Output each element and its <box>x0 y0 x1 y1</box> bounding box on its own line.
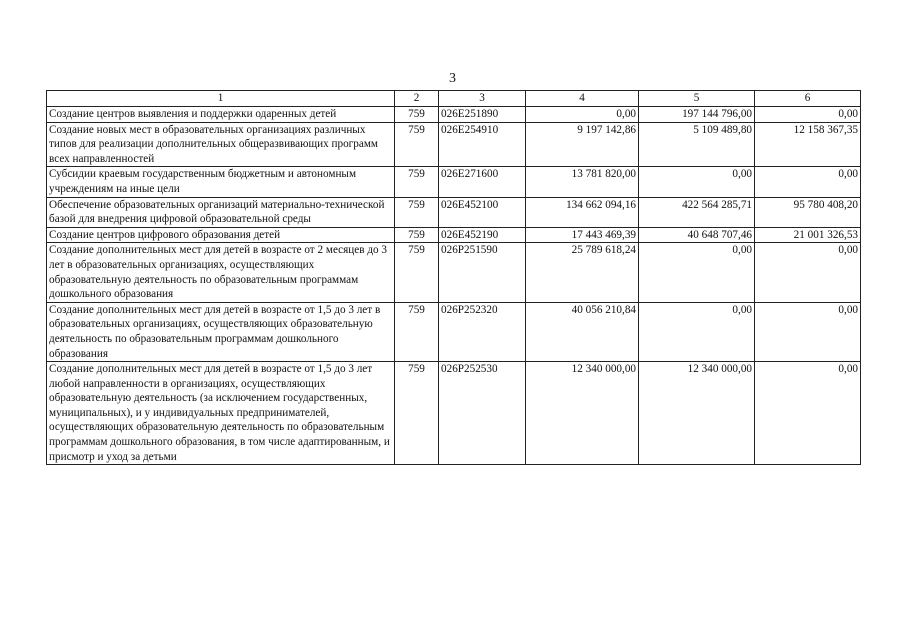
amount-col6-cell: 0,00 <box>755 167 861 197</box>
table-row <box>47 122 861 167</box>
expense-name-cell: Создание центров цифрового образования детей <box>47 227 395 243</box>
amount-col5-cell: 0,00 <box>639 243 755 302</box>
ministry-code-cell: 759 <box>395 107 439 123</box>
amount-col5-cell: 0,00 <box>639 302 755 361</box>
amount-col4-cell: 9 197 142,86 <box>526 122 639 167</box>
target-article-cell: 026Р251590 <box>439 243 526 302</box>
target-article-cell: 026Е254910 <box>439 122 526 167</box>
amount-col5-cell: 422 564 285,71 <box>639 197 755 227</box>
amount-col5-cell: 40 648 707,46 <box>639 227 755 243</box>
ministry-code-cell: 759 <box>395 362 439 465</box>
budget-table <box>46 90 861 465</box>
table-row <box>47 197 861 227</box>
amount-col4-cell: 13 781 820,00 <box>526 167 639 197</box>
expense-name-cell: Создание центров выявления и поддержки одаренных детей <box>47 107 395 123</box>
column-header: 6 <box>755 91 861 107</box>
amount-col4-cell: 12 340 000,00 <box>526 362 639 465</box>
ministry-code-cell: 759 <box>395 167 439 197</box>
amount-col4-cell: 134 662 094,16 <box>526 197 639 227</box>
table-row <box>47 227 861 243</box>
ministry-code-cell: 759 <box>395 243 439 302</box>
target-article-cell: 026Е452100 <box>439 197 526 227</box>
column-header: 3 <box>439 91 526 107</box>
target-article-cell: 026Е251890 <box>439 107 526 123</box>
amount-col4-cell: 0,00 <box>526 107 639 123</box>
table-row <box>47 107 861 123</box>
table-header-row <box>47 91 861 107</box>
expense-name-cell: Обеспечение образовательных организаций материально-технической базой для внедрения цифровой образовательной среды <box>47 197 395 227</box>
table-row <box>47 243 861 302</box>
amount-col4-cell: 40 056 210,84 <box>526 302 639 361</box>
column-header: 1 <box>47 91 395 107</box>
amount-col5-cell: 5 109 489,80 <box>639 122 755 167</box>
amount-col4-cell: 17 443 469,39 <box>526 227 639 243</box>
amount-col5-cell: 197 144 796,00 <box>639 107 755 123</box>
target-article-cell: 026Р252530 <box>439 362 526 465</box>
amount-col6-cell: 95 780 408,20 <box>755 197 861 227</box>
amount-col6-cell: 0,00 <box>755 362 861 465</box>
amount-col6-cell: 21 001 326,53 <box>755 227 861 243</box>
expense-name-cell: Создание дополнительных мест для детей в возрасте от 1,5 до 3 лет любой направленности в организациях, осуществляющих образовательную деятельность (за исключением государственных, муниципальных), и у индивидуальных предпринимателей, осуществляющих образовательную деятельность по образовательным программам дошкольного образования, в том числе адаптированным, и присмотр и уход за детьми <box>47 362 395 465</box>
target-article-cell: 026Е271600 <box>439 167 526 197</box>
column-header: 5 <box>639 91 755 107</box>
table-row <box>47 167 861 197</box>
expense-name-cell: Субсидии краевым государственным бюджетным и автономным учреждениям на иные цели <box>47 167 395 197</box>
page-number: 3 <box>449 71 456 86</box>
amount-col6-cell: 0,00 <box>755 302 861 361</box>
expense-name-cell: Создание новых мест в образовательных организациях различных типов для реализации дополнительных общеразвивающих программ всех направленностей <box>47 122 395 167</box>
expense-name-cell: Создание дополнительных мест для детей в возрасте от 1,5 до 3 лет в образовательных организациях, осуществляющих образовательную деятельность по образовательным программам дошкольного образования <box>47 302 395 361</box>
amount-col6-cell: 0,00 <box>755 243 861 302</box>
ministry-code-cell: 759 <box>395 197 439 227</box>
column-header: 4 <box>526 91 639 107</box>
amount-col6-cell: 0,00 <box>755 107 861 123</box>
amount-col4-cell: 25 789 618,24 <box>526 243 639 302</box>
table-row <box>47 362 861 465</box>
amount-col5-cell: 0,00 <box>639 167 755 197</box>
ministry-code-cell: 759 <box>395 227 439 243</box>
ministry-code-cell: 759 <box>395 122 439 167</box>
column-header: 2 <box>395 91 439 107</box>
amount-col5-cell: 12 340 000,00 <box>639 362 755 465</box>
ministry-code-cell: 759 <box>395 302 439 361</box>
amount-col6-cell: 12 158 367,35 <box>755 122 861 167</box>
target-article-cell: 026Р252320 <box>439 302 526 361</box>
target-article-cell: 026Е452190 <box>439 227 526 243</box>
table-row <box>47 302 861 361</box>
expense-name-cell: Создание дополнительных мест для детей в возрасте от 2 месяцев до 3 лет в образовательных организациях, осуществляющих образовательную деятельность по образовательным программам дошкольного образования <box>47 243 395 302</box>
